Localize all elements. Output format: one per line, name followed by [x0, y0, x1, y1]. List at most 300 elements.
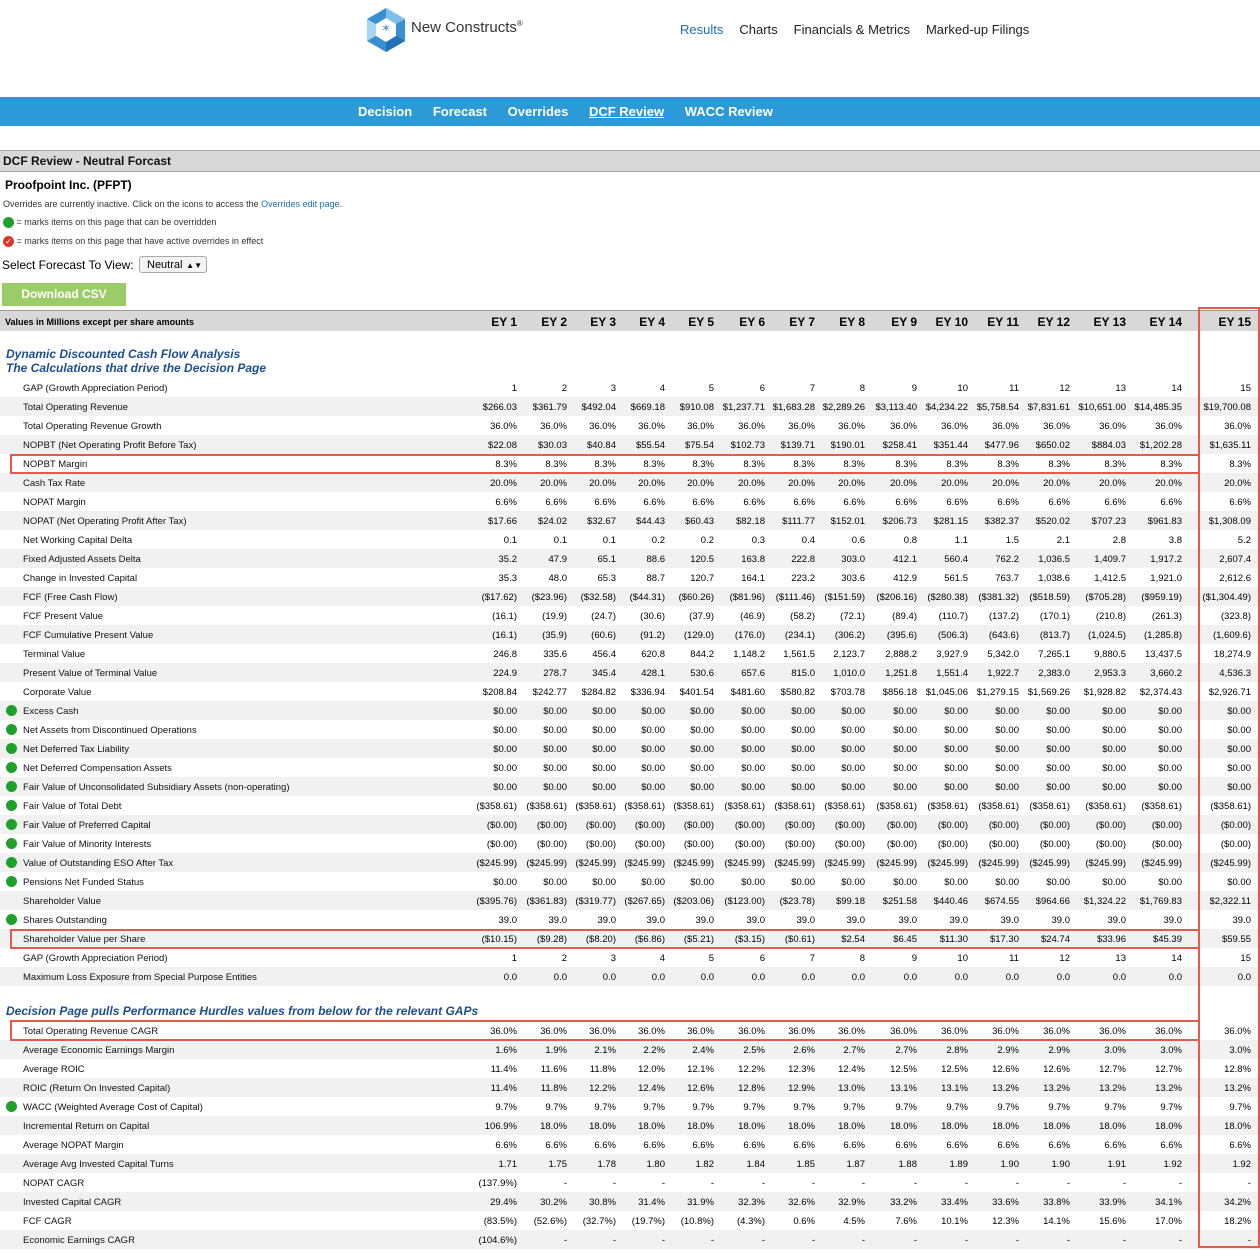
table-cell: $0.00	[690, 782, 714, 793]
overrides-edit-link[interactable]: Overrides edit page	[261, 199, 340, 209]
table-cell: (16.1)	[492, 611, 517, 622]
table-cell: $0.00	[1158, 706, 1182, 717]
table-cell: -	[710, 1178, 714, 1189]
table-cell: 0.0	[503, 972, 517, 983]
table-cell: $242.77	[532, 687, 567, 698]
table-cell: 12.0%	[638, 1064, 665, 1075]
table-cell: 8.3%	[495, 459, 517, 470]
table-cell: (10.8%)	[680, 1216, 714, 1227]
table-cell: 12.5%	[941, 1064, 968, 1075]
table-row	[0, 397, 1260, 416]
table-cell: 6.6%	[1048, 1140, 1070, 1151]
table-cell: 12.7%	[1099, 1064, 1126, 1075]
new-constructs-logo-icon[interactable]	[362, 6, 410, 54]
table-cell: 456.4	[592, 649, 616, 660]
table-cell: 1.85	[796, 1159, 815, 1170]
table-cell: $17.30	[989, 934, 1019, 945]
table-row	[0, 1173, 1260, 1192]
table-cell: 36.0%	[638, 421, 665, 432]
table-cell: ($395.76)	[476, 896, 517, 907]
table-cell: 13	[1115, 383, 1126, 394]
table-cell: 0.1	[553, 535, 567, 546]
table-cell: (137.2)	[988, 611, 1019, 622]
table-cell: 11	[1009, 953, 1019, 964]
table-cell: ($245.99)	[724, 858, 765, 869]
table-cell: 335.6	[543, 649, 567, 660]
table-cell: 9.7%	[1104, 1102, 1126, 1113]
table-cell: $0.00	[641, 782, 665, 793]
table-row	[0, 511, 1260, 530]
table-cell: $0.00	[841, 744, 865, 755]
row-label: Average Economic Earnings Margin	[23, 1045, 175, 1056]
table-cell: ($358.61)	[526, 801, 567, 812]
table-row	[0, 435, 1260, 454]
table-cell: $0.00	[1102, 744, 1126, 755]
table-cell: 2.4%	[692, 1045, 714, 1056]
table-cell: $0.00	[1102, 725, 1126, 736]
table-cell: 6.6%	[997, 497, 1019, 508]
table-cell: ($358.61)	[1029, 801, 1070, 812]
table-cell: $3,113.40	[875, 402, 917, 413]
table-cell: 9.7%	[997, 1102, 1019, 1113]
table-cell: $0.00	[791, 782, 815, 793]
table-cell: 36.0%	[540, 1026, 567, 1037]
table-cell: (1,024.5)	[1087, 630, 1126, 641]
table-header	[0, 310, 1260, 331]
table-cell: (104.6%)	[478, 1235, 517, 1246]
table-cell: 12.3%	[788, 1064, 815, 1075]
table-cell: (4.3%)	[737, 1216, 765, 1227]
table-cell: $0.00	[893, 782, 917, 793]
table-cell: $1,683.28	[772, 402, 815, 413]
table-cell: ($0.00)	[784, 820, 815, 831]
table-row	[0, 891, 1260, 910]
table-cell: 0.0	[851, 972, 865, 983]
table-cell: 0.0	[602, 972, 616, 983]
row-label: Change in Invested Capital	[23, 573, 138, 584]
table-cell: 4,536.3	[1219, 668, 1251, 679]
table-cell: 1.92	[1163, 1159, 1182, 1170]
table-cell: 1.92	[1232, 1159, 1251, 1170]
row-label: Cash Tax Rate	[23, 478, 86, 489]
table-row	[0, 872, 1260, 891]
override-available-icon[interactable]	[6, 705, 17, 716]
table-cell: $0.00	[641, 877, 665, 888]
table-cell: (261.3)	[1151, 611, 1182, 622]
override-available-icon[interactable]	[6, 762, 17, 773]
table-cell: $0.00	[791, 877, 815, 888]
table-cell: $382.37	[984, 516, 1019, 527]
table-cell: 9.7%	[692, 1102, 714, 1113]
table-cell: 32.9%	[838, 1197, 865, 1208]
top-header	[0, 0, 1260, 97]
table-cell: 1,922.7	[987, 668, 1019, 679]
table-cell: 6.6%	[495, 1140, 517, 1151]
override-available-icon[interactable]	[6, 819, 17, 830]
table-row	[0, 948, 1260, 967]
table-cell: ($23.96)	[531, 592, 567, 603]
table-cell: 20.0%	[687, 478, 714, 489]
table-cell: 12.2%	[589, 1083, 616, 1094]
table-cell: 8.3%	[895, 459, 917, 470]
table-cell: -	[811, 1178, 815, 1189]
table-cell: 18.0%	[941, 1121, 968, 1132]
override-available-icon[interactable]	[6, 914, 17, 925]
table-cell: $0.00	[995, 763, 1019, 774]
table-cell: -	[1122, 1178, 1126, 1189]
table-cell: -	[1015, 1178, 1019, 1189]
table-cell: 12	[1059, 953, 1070, 964]
table-row	[0, 1059, 1260, 1078]
table-cell: $0.00	[1158, 877, 1182, 888]
table-cell: $0.00	[1158, 744, 1182, 755]
table-cell: 36.0%	[1099, 1026, 1126, 1037]
table-cell: -	[563, 1178, 567, 1189]
table-cell: 39.0	[695, 915, 714, 926]
table-cell: ($245.99)	[1029, 858, 1070, 869]
table-cell: 8	[859, 383, 865, 394]
table-cell: $0.00	[1046, 706, 1070, 717]
row-label: FCF (Free Cash Flow)	[23, 592, 118, 603]
row-label: Net Deferred Tax Liability	[23, 744, 129, 755]
table-cell: $1,308.09	[1208, 516, 1251, 527]
table-cell: 31.9%	[687, 1197, 714, 1208]
table-cell: (60.6)	[591, 630, 616, 641]
table-cell: 120.7	[690, 573, 714, 584]
table-cell: 39.0	[949, 915, 968, 926]
table-cell: 2.9%	[997, 1045, 1019, 1056]
table-cell: $7,831.61	[1027, 402, 1070, 413]
table-cell: $492.04	[581, 402, 616, 413]
table-cell: ($81.96)	[729, 592, 765, 603]
table-cell: 14.1%	[1043, 1216, 1070, 1227]
override-available-icon[interactable]	[6, 876, 17, 887]
table-cell: ($0.00)	[834, 820, 865, 831]
table-cell: $0.00	[543, 744, 567, 755]
table-cell: $59.55	[1221, 934, 1251, 945]
table-cell: ($1,304.49)	[1202, 592, 1251, 603]
table-cell: 36.0%	[490, 1026, 517, 1037]
table-cell: 18.0%	[890, 1121, 917, 1132]
page-title: DCF Review - Neutral Forcast	[3, 154, 172, 168]
table-cell: 13.1%	[941, 1083, 968, 1094]
row-label: Maximum Loss Exposure from Special Purpose Entities	[23, 972, 257, 983]
table-cell: $0.00	[1046, 782, 1070, 793]
table-cell: ($358.61)	[1210, 801, 1251, 812]
table-cell: 36.0%	[638, 1026, 665, 1037]
table-cell: (110.7)	[938, 611, 968, 622]
tab-wacc-review[interactable]: WACC Review	[684, 104, 773, 119]
table-cell: 6.6%	[594, 497, 616, 508]
row-label: NOPBT Margin	[23, 459, 88, 470]
nav-charts[interactable]: Charts	[739, 22, 778, 37]
table-cell: 6.6%	[997, 1140, 1019, 1151]
table-cell: 1,412.5	[1094, 573, 1126, 584]
table-cell: 36.0%	[687, 421, 714, 432]
table-cell: 1.80	[646, 1159, 665, 1170]
table-cell: 0.0	[651, 972, 665, 983]
table-cell: ($206.16)	[876, 592, 917, 603]
table-cell: ($245.99)	[575, 858, 616, 869]
table-cell: (176.0)	[734, 630, 765, 641]
tab-forecast[interactable]: Forecast	[432, 104, 488, 119]
table-cell: 2.8%	[946, 1045, 968, 1056]
table-cell: ($0.00)	[1220, 820, 1251, 831]
table-cell: 1,561.5	[783, 649, 815, 660]
table-cell: 36.0%	[687, 1026, 714, 1037]
row-label: Fixed Adjusted Assets Delta	[23, 554, 141, 565]
table-cell: 13.1%	[890, 1083, 917, 1094]
table-row	[0, 568, 1260, 587]
table-cell: 10	[957, 383, 968, 394]
table-cell: -	[1066, 1235, 1070, 1246]
table-cell: 2	[561, 953, 567, 964]
table-cell: 18,274.9	[1214, 649, 1251, 660]
table-row	[0, 815, 1260, 834]
table-cell: 1.90	[1051, 1159, 1070, 1170]
table-cell: 3	[610, 383, 616, 394]
table-cell: 1.1	[954, 535, 968, 546]
table-cell: 36.0%	[490, 421, 517, 432]
table-cell: $336.94	[630, 687, 665, 698]
table-cell: 3	[610, 953, 616, 964]
table-cell: ($0.00)	[1039, 839, 1070, 850]
table-cell: 36.0%	[788, 421, 815, 432]
table-cell: 20.0%	[788, 478, 815, 489]
table-cell: 12.6%	[1043, 1064, 1070, 1075]
table-cell: $0.00	[641, 706, 665, 717]
table-cell: $0.00	[493, 725, 517, 736]
table-cell: ($0.00)	[634, 820, 665, 831]
table-cell: (30.6)	[640, 611, 665, 622]
table-cell: 12.7%	[1155, 1064, 1182, 1075]
table-cell: ($32.58)	[580, 592, 616, 603]
table-cell: $674.55	[984, 896, 1019, 907]
tab-overrides[interactable]: Overrides	[507, 104, 569, 119]
override-available-icon[interactable]	[6, 1101, 17, 1112]
table-cell: ($0.00)	[1151, 839, 1182, 850]
table-cell: 18.0%	[738, 1121, 765, 1132]
table-cell: $0.00	[1102, 706, 1126, 717]
tab-decision[interactable]: Decision	[358, 104, 413, 119]
table-cell: -	[661, 1235, 665, 1246]
table-cell: 34.2%	[1224, 1197, 1251, 1208]
table-cell: 9,880.5	[1094, 649, 1126, 660]
table-cell: ($0.00)	[834, 839, 865, 850]
table-cell: $0.00	[995, 877, 1019, 888]
table-cell: $206.73	[882, 516, 917, 527]
table-cell: 6.6%	[793, 1140, 815, 1151]
table-cell: $856.18	[882, 687, 917, 698]
table-cell: ($358.61)	[1141, 801, 1182, 812]
table-cell: 6	[759, 953, 765, 964]
table-cell: $45.39	[1152, 934, 1182, 945]
table-cell: (234.1)	[784, 630, 815, 641]
table-row	[0, 1192, 1260, 1211]
table-cell: 1,251.8	[885, 668, 917, 679]
override-available-icon[interactable]	[6, 838, 17, 849]
table-cell: 39.0	[746, 915, 765, 926]
table-cell: 6.6%	[843, 497, 865, 508]
override-available-icon[interactable]	[6, 781, 17, 792]
nav-results[interactable]: Results	[680, 22, 724, 37]
table-cell: 65.1	[597, 554, 616, 565]
table-cell: ($245.99)	[1085, 858, 1126, 869]
table-cell: 5.2	[1237, 535, 1251, 546]
table-cell: 2,888.2	[885, 649, 917, 660]
row-label: Fair Value of Total Debt	[23, 801, 122, 812]
table-cell: ($0.00)	[937, 839, 968, 850]
group-title-dcf: Dynamic Discounted Cash Flow Analysis The Calculations that drive the Decision Page	[6, 347, 267, 375]
table-row	[0, 1230, 1260, 1249]
table-cell: 39.0	[498, 915, 517, 926]
table-cell: $40.84	[586, 440, 616, 451]
table-row	[0, 1040, 1260, 1059]
table-cell: 36.0%	[1099, 421, 1126, 432]
table-cell: 106.9%	[484, 1121, 517, 1132]
table-cell: ($123.00)	[724, 896, 765, 907]
row-label: Fair Value of Unconsolidated Subsidiary Assets (non-operating)	[23, 782, 290, 793]
table-cell: $0.00	[791, 763, 815, 774]
table-cell: $1,045.06	[925, 687, 968, 698]
table-cell: 0.0	[1237, 972, 1251, 983]
table-cell: 8.3%	[743, 459, 765, 470]
table-cell: 0.2	[700, 535, 714, 546]
table-row	[0, 967, 1260, 986]
table-cell: 48.0	[548, 573, 567, 584]
section-header	[0, 150, 1260, 172]
table-cell: $32.67	[586, 516, 616, 527]
table-cell: 12.5%	[890, 1064, 917, 1075]
table-cell: (16.1)	[492, 630, 517, 641]
table-cell: 88.7	[646, 573, 665, 584]
table-cell: 14	[1171, 383, 1182, 394]
override-available-icon	[3, 217, 14, 228]
table-cell: 18.2%	[1224, 1216, 1251, 1227]
table-cell: ($358.61)	[624, 801, 665, 812]
nav-marked-up-filings[interactable]: Marked-up Filings	[925, 22, 1030, 37]
table-cell: 18.0%	[540, 1121, 567, 1132]
table-cell: 815.0	[791, 668, 815, 679]
table-cell: 1,917.2	[1150, 554, 1182, 565]
table-cell: 6.6%	[495, 497, 517, 508]
table-cell: 6.6%	[1160, 497, 1182, 508]
table-cell: 11.8%	[540, 1083, 567, 1094]
table-cell: $152.01	[830, 516, 865, 527]
table-cell: 0.0	[1168, 972, 1182, 983]
table-cell: 18.0%	[1099, 1121, 1126, 1132]
table-cell: 8.3%	[1104, 459, 1126, 470]
table-cell: 2.1	[1056, 535, 1070, 546]
table-cell: 20.0%	[1043, 478, 1070, 489]
table-cell: ($0.00)	[634, 839, 665, 850]
table-cell: 36.0%	[941, 421, 968, 432]
table-cell: 11.8%	[589, 1064, 616, 1075]
table-cell: (91.2)	[640, 630, 665, 641]
table-cell: $0.00	[791, 725, 815, 736]
table-cell: 9.7%	[1229, 1102, 1251, 1113]
table-row	[0, 834, 1260, 853]
table-row	[0, 606, 1260, 625]
table-cell: $0.00	[592, 877, 616, 888]
table-cell: $0.00	[592, 744, 616, 755]
table-row	[0, 929, 1260, 948]
table-cell: 7,265.1	[1038, 649, 1070, 660]
table-cell: 0.2	[651, 535, 665, 546]
brand-name[interactable]: New Constructs®	[411, 19, 523, 36]
table-cell: 9.7%	[843, 1102, 865, 1113]
table-cell: 2.5%	[743, 1045, 765, 1056]
table-cell: $0.00	[690, 763, 714, 774]
table-cell: $0.00	[1227, 877, 1251, 888]
table-cell: 762.2	[995, 554, 1019, 565]
table-cell: (19.9)	[542, 611, 567, 622]
table-cell: $1,769.83	[1139, 896, 1182, 907]
table-cell: 12	[1059, 383, 1070, 394]
table-cell: 36.0%	[589, 421, 616, 432]
table-cell: 246.8	[493, 649, 517, 660]
column-header: EY 13	[1093, 315, 1126, 329]
row-label: Value of Outstanding ESO After Tax	[23, 858, 174, 869]
table-cell: 2	[561, 383, 567, 394]
table-row	[0, 454, 1260, 473]
table-cell: 163.8	[741, 554, 765, 565]
table-cell: $24.74	[1040, 934, 1070, 945]
table-cell: $0.00	[1227, 725, 1251, 736]
table-cell: 17.0%	[1155, 1216, 1182, 1227]
table-cell: $0.00	[944, 744, 968, 755]
table-cell: $5,758.54	[976, 402, 1019, 413]
override-available-icon[interactable]	[6, 724, 17, 735]
row-label: Average NOPAT Margin	[23, 1140, 124, 1151]
table-cell: (1,609.6)	[1212, 630, 1251, 641]
table-cell: 36.0%	[738, 421, 765, 432]
table-cell: 9.7%	[946, 1102, 968, 1113]
tab-dcf-review[interactable]: DCF Review	[588, 104, 665, 119]
row-label: FCF Cumulative Present Value	[23, 630, 154, 641]
table-cell: 2,123.7	[833, 649, 865, 660]
table-cell: (323.8)	[1220, 611, 1251, 622]
table-cell: 3.8	[1168, 535, 1182, 546]
table-cell: 0.0	[553, 972, 567, 983]
table-cell: ($0.00)	[886, 820, 917, 831]
table-cell: -	[1247, 1235, 1251, 1246]
table-cell: 9.7%	[1048, 1102, 1070, 1113]
table-cell: 36.0%	[890, 1026, 917, 1037]
table-cell: ($319.77)	[575, 896, 616, 907]
table-cell: 6.6%	[743, 1140, 765, 1151]
table-row	[0, 682, 1260, 701]
override-available-icon[interactable]	[6, 800, 17, 811]
row-label: ROIC (Return On Invested Capital)	[23, 1083, 171, 1094]
table-cell: 0.0	[1056, 972, 1070, 983]
nav-financials-metrics[interactable]: Financials & Metrics	[793, 22, 910, 37]
table-cell: 9.7%	[643, 1102, 665, 1113]
table-cell: $0.00	[741, 744, 765, 755]
table-cell: ($245.99)	[476, 858, 517, 869]
table-cell: 20.0%	[838, 478, 865, 489]
download-csv-button[interactable]: Download CSV	[2, 283, 126, 306]
table-cell: $55.54	[635, 440, 665, 451]
table-cell: ($111.46)	[775, 592, 815, 603]
sub-nav-bar	[0, 97, 1260, 126]
override-available-icon[interactable]	[6, 743, 17, 754]
table-cell: $0.00	[741, 725, 765, 736]
override-available-icon[interactable]	[6, 857, 17, 868]
forecast-select[interactable]: Neutral ▲▼	[139, 256, 207, 273]
table-cell: $111.77	[782, 516, 815, 527]
table-cell: 88.6	[646, 554, 665, 565]
